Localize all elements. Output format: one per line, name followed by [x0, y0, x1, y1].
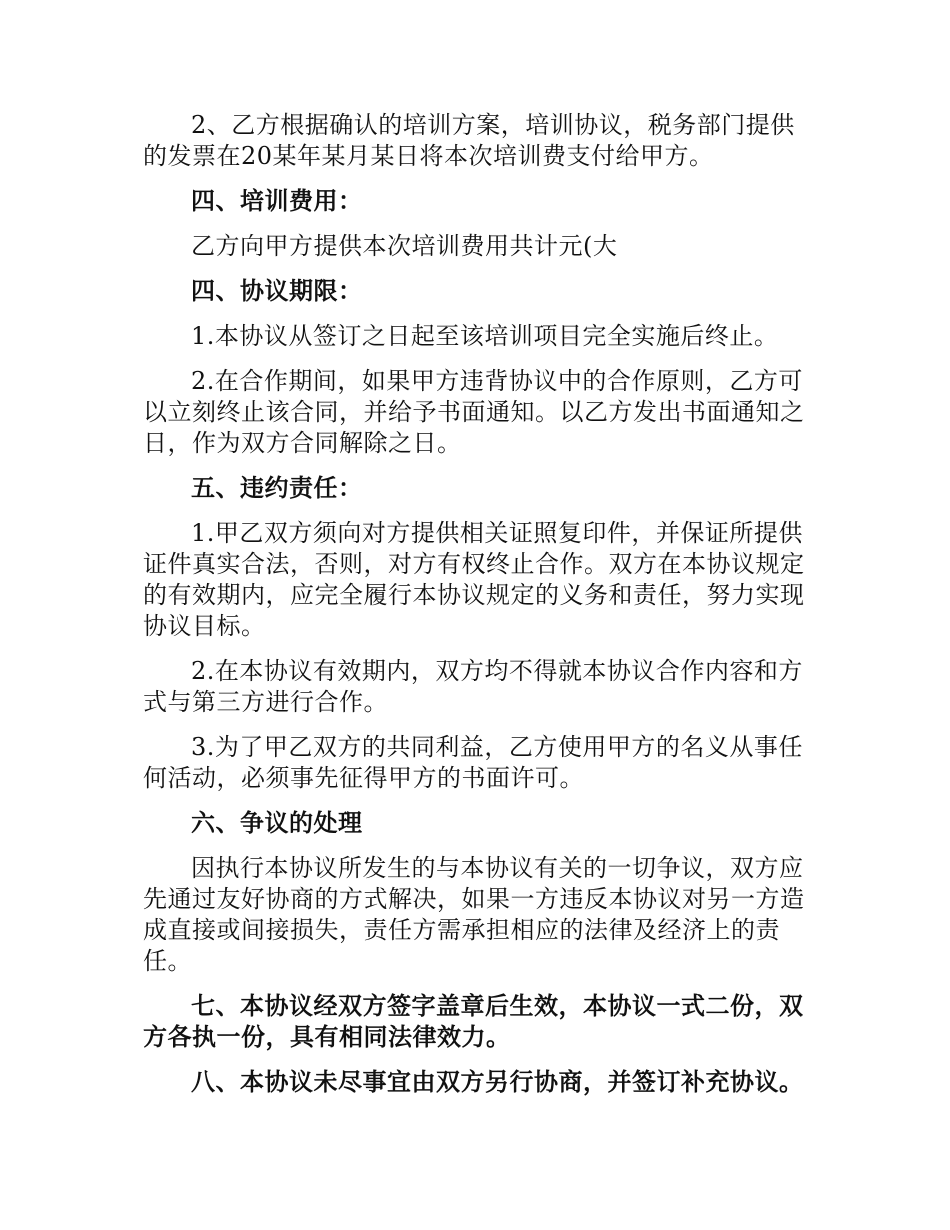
liability-clause-1: 1.甲乙双方须向对方提供相关证照复印件，并保证所提供证件真实合法，否则，对方有权终止合作。双方在本协议规定的有效期内，应完全履行本协议规定的义务和责任，努力实现协议目标。	[143, 519, 805, 640]
section-heading-agreement-term: 四、协议期限：	[191, 277, 363, 305]
training-fee-paragraph: 乙方向甲方提供本次培训费用共计元(大	[191, 232, 618, 260]
section-heading-dispute: 六、争议的处理	[191, 809, 363, 837]
dispute-paragraph: 因执行本协议所发生的与本协议有关的一切争议，双方应先通过友好协商的方式解决，如果一方违反本协议对另一方造成直接或间接损失，责任方需承担相应的法律及经济上的责任。	[143, 854, 805, 975]
term-clause-2: 2.在合作期间，如果甲方违背协议中的合作原则，乙方可以立刻终止该合同，并给予书面通知。以乙方发出书面通知之日，作为双方合同解除之日。	[143, 367, 805, 457]
section-heading-liability: 五、违约责任：	[191, 474, 363, 502]
section-heading-supplementary: 八、本协议未尽事宜由双方另行协商，并签订补充协议。	[191, 1068, 804, 1096]
section-heading-training-fees: 四、培训费用：	[191, 187, 363, 215]
liability-clause-2: 2.在本协议有效期内，双方均不得就本协议合作内容和方式与第三方进行合作。	[143, 657, 803, 716]
document-body	[143, 110, 815, 1112]
term-clause-1: 1.本协议从签订之日起至该培训项目完全实施后终止。	[191, 322, 779, 350]
liability-clause-3: 3.为了甲乙双方的共同利益，乙方使用甲方的名义从事任何活动，必须事先征得甲方的书面许可。	[143, 733, 803, 792]
section-heading-effectiveness: 七、本协议经双方签字盖章后生效，本协议一式二份，双方各执一份，具有相同法律效力。	[143, 992, 804, 1051]
payment-clause-2: 2、乙方根据确认的培训方案，培训协议，税务部门提供的发票在20某年某月某日将本次培训费支付给甲方。	[143, 111, 795, 170]
